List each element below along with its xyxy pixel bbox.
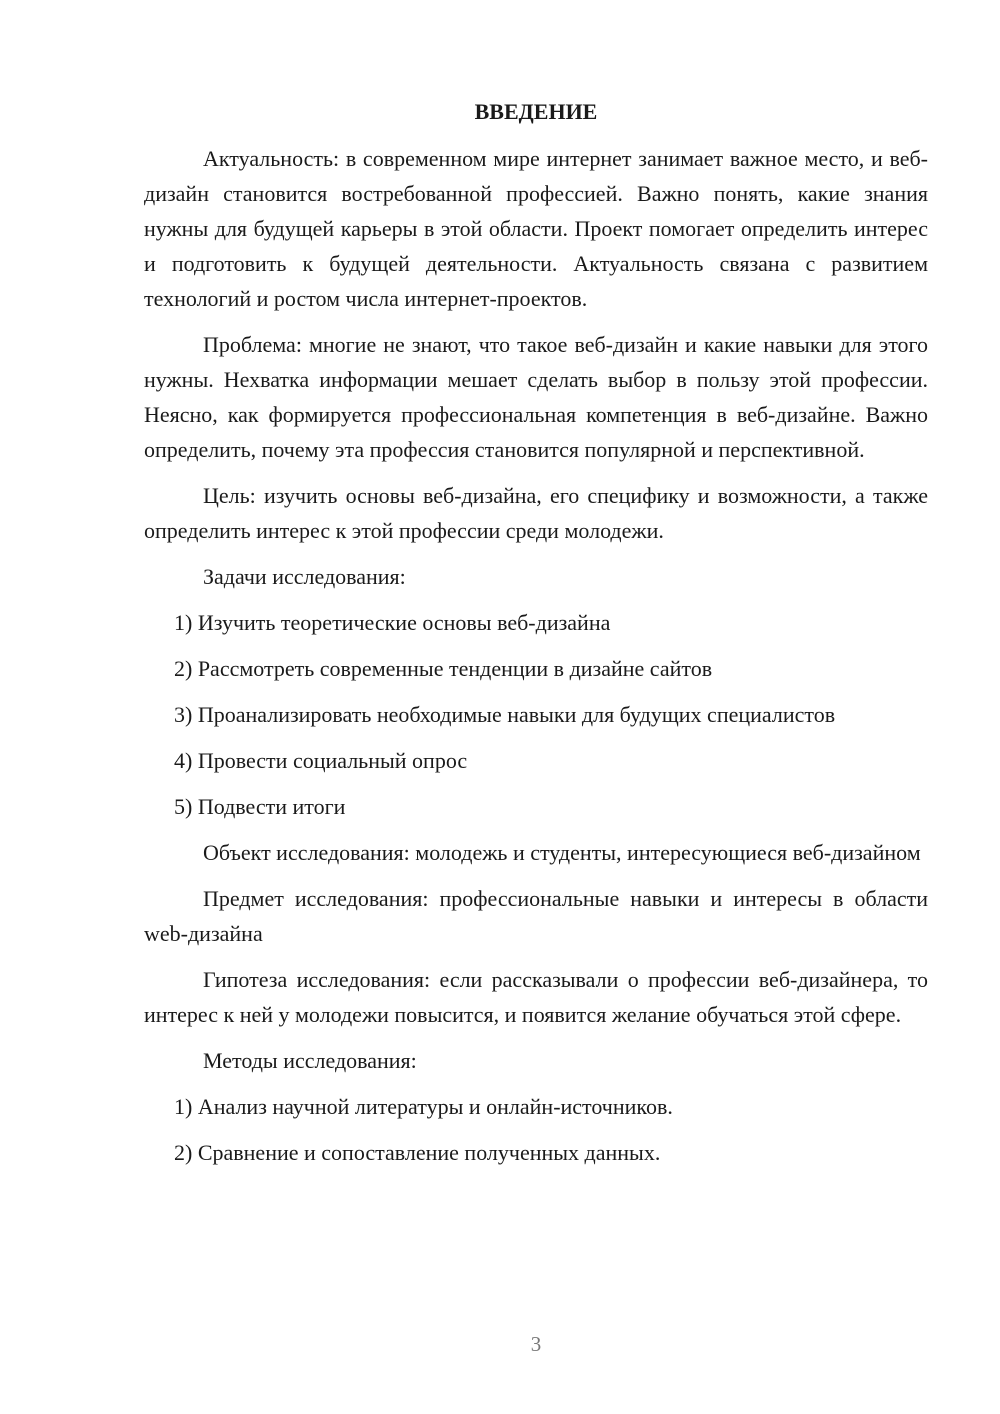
list-item: 2) Рассмотреть современные тенденции в дизайне сайтов <box>174 656 713 681</box>
document-page <box>144 94 928 1181</box>
list-item: 4) Провести социальный опрос <box>174 748 468 773</box>
list-item: 3) Проанализировать необходимые навыки для будущих специалистов <box>174 702 836 727</box>
goal-paragraph: Цель: изучить основы веб-дизайна, его специфику и возможности, а также определить интерес к этой профессии среди молодежи. <box>144 483 928 543</box>
list-item: 1) Изучить теоретические основы веб-дизайна <box>174 610 611 635</box>
page-title: ВВЕДЕНИЕ <box>474 99 598 124</box>
methods-heading: Методы исследования: <box>203 1048 417 1073</box>
relevance-paragraph: Актуальность: в современном мире интернет занимает важное место, и веб-дизайн становится востребованной профессией. Важно понять, какие знания нужны для будущей карьеры в этой области. Проект помогает определить интерес и подготовить к будущей деятельности. Актуальность связана с развитием технологий и ростом числа интернет-проектов. <box>144 146 928 311</box>
page-number: 3 <box>530 1332 542 1356</box>
tasks-heading: Задачи исследования: <box>203 564 406 589</box>
problem-paragraph: Проблема: многие не знают, что такое веб-дизайн и какие навыки для этого нужны. Нехватка информации мешает сделать выбор в пользу этой профессии. Неясно, как формируется профессиональная компетенция в веб-дизайне. Важно определить, почему эта профессия становится популярной и перспективной. <box>144 332 928 462</box>
tasks-list <box>144 605 928 824</box>
methods-list <box>144 1089 928 1170</box>
list-item: 2) Сравнение и сопоставление полученных данных. <box>174 1140 661 1165</box>
list-item: 5) Подвести итоги <box>174 794 346 819</box>
subject-paragraph: Предмет исследования: профессиональные навыки и интересы в области web-дизайна <box>144 886 928 946</box>
object-paragraph: Объект исследования: молодежь и студенты, интересующиеся веб-дизайном <box>203 840 921 865</box>
list-item: 1) Анализ научной литературы и онлайн-источников. <box>174 1094 673 1119</box>
hypothesis-paragraph: Гипотеза исследования: если рассказывали о профессии веб-дизайнера, то интерес к ней у молодежи повысится, и появится желание обучаться этой сфере. <box>144 967 928 1027</box>
